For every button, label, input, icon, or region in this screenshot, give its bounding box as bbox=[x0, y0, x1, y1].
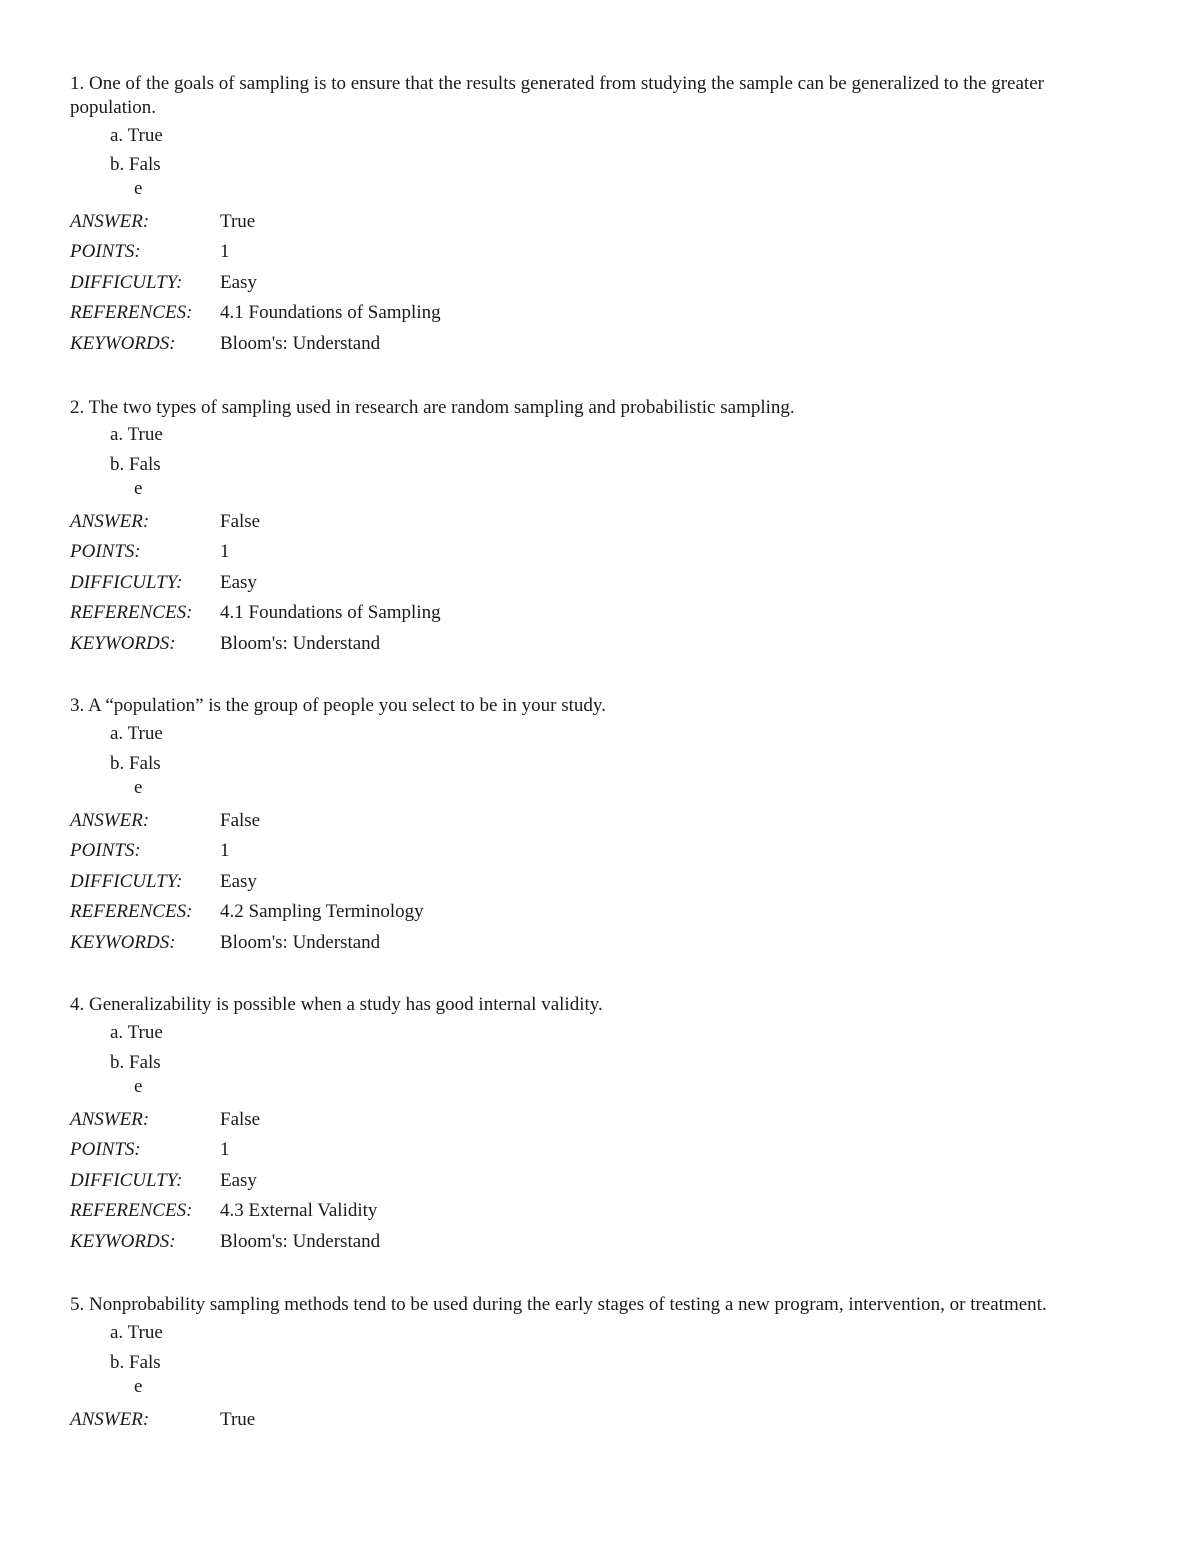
question-stem: 5. Nonprobability sampling methods tend to be used during the early stages of testing a new program, intervention, or treatment. bbox=[70, 1294, 1047, 1315]
difficulty-row bbox=[70, 867, 1132, 897]
references-row bbox=[70, 1196, 1132, 1226]
keywords-value: Bloom's: Understand bbox=[220, 931, 381, 953]
difficulty-label: DIFFICULTY: bbox=[70, 1169, 183, 1191]
choice-false-head: b. Fals bbox=[110, 1052, 161, 1073]
choice-false bbox=[110, 453, 172, 501]
references-value: 4.2 Sampling Terminology bbox=[220, 901, 424, 923]
question-3 bbox=[70, 694, 1132, 958]
points-value: 1 bbox=[220, 241, 230, 263]
choice-false bbox=[110, 752, 172, 800]
answer-row bbox=[70, 1405, 1132, 1435]
keywords-label: KEYWORDS: bbox=[70, 632, 176, 654]
difficulty-row bbox=[70, 1166, 1132, 1196]
answer-row bbox=[70, 806, 1132, 836]
question-stem: 4. Generalizability is possible when a study has good internal validity. bbox=[70, 994, 603, 1015]
references-value: 4.3 External Validity bbox=[220, 1200, 378, 1222]
points-label: POINTS: bbox=[70, 541, 141, 563]
answer-label: ANSWER: bbox=[70, 511, 150, 532]
choice-false-tail: e bbox=[134, 478, 143, 499]
difficulty-value: Easy bbox=[220, 870, 257, 892]
question-5 bbox=[70, 1293, 1132, 1435]
difficulty-label: DIFFICULTY: bbox=[70, 271, 183, 293]
points-value: 1 bbox=[220, 541, 230, 563]
references-label: REFERENCES: bbox=[70, 302, 193, 324]
answer-value: True bbox=[220, 211, 256, 232]
points-label: POINTS: bbox=[70, 1139, 141, 1161]
references-value: 4.1 Foundations of Sampling bbox=[220, 302, 441, 324]
answer-value: False bbox=[220, 511, 261, 532]
choice-false-head: b. Fals bbox=[110, 753, 161, 774]
references-label: REFERENCES: bbox=[70, 1200, 193, 1222]
question-stem: 3. A “population” is the group of people you select to be in your study. bbox=[70, 695, 606, 716]
choice-false bbox=[110, 1351, 172, 1399]
keywords-row bbox=[70, 928, 1132, 958]
references-value: 4.1 Foundations of Sampling bbox=[220, 602, 441, 624]
answer-label: ANSWER: bbox=[70, 211, 150, 232]
answer-value: False bbox=[220, 810, 261, 831]
question-2 bbox=[70, 396, 1132, 659]
difficulty-value: Easy bbox=[220, 571, 257, 593]
keywords-label: KEYWORDS: bbox=[70, 931, 176, 953]
choice-false bbox=[110, 153, 172, 201]
keywords-value: Bloom's: Understand bbox=[220, 332, 381, 354]
choice-false-head: b. Fals bbox=[110, 454, 161, 475]
question-metadata bbox=[70, 1405, 1132, 1435]
references-label: REFERENCES: bbox=[70, 901, 193, 923]
question-metadata bbox=[70, 507, 1132, 659]
references-row bbox=[70, 897, 1132, 927]
points-label: POINTS: bbox=[70, 840, 141, 862]
points-row bbox=[70, 836, 1132, 866]
keywords-row bbox=[70, 1227, 1132, 1257]
choice-true: a. True bbox=[110, 125, 163, 146]
difficulty-label: DIFFICULTY: bbox=[70, 870, 183, 892]
answer-label: ANSWER: bbox=[70, 1409, 150, 1430]
answer-value: False bbox=[220, 1109, 261, 1130]
choice-true: a. True bbox=[110, 424, 163, 445]
choice-false-head: b. Fals bbox=[110, 1352, 161, 1373]
keywords-value: Bloom's: Understand bbox=[220, 632, 381, 654]
answer-row bbox=[70, 207, 1132, 237]
keywords-row bbox=[70, 329, 1132, 359]
points-row bbox=[70, 237, 1132, 267]
difficulty-row bbox=[70, 268, 1132, 298]
question-stem: 1. One of the goals of sampling is to ensure that the results generated from studying the sample can be generalized to the greater population. bbox=[70, 73, 1044, 118]
answer-value: True bbox=[220, 1409, 256, 1430]
choice-false bbox=[110, 1051, 172, 1099]
answer-label: ANSWER: bbox=[70, 1109, 150, 1130]
question-4 bbox=[70, 993, 1132, 1257]
choice-false-tail: e bbox=[134, 1376, 143, 1397]
keywords-value: Bloom's: Understand bbox=[220, 1230, 381, 1252]
keywords-label: KEYWORDS: bbox=[70, 1230, 176, 1252]
question-metadata bbox=[70, 207, 1132, 359]
question-metadata bbox=[70, 806, 1132, 958]
answer-row bbox=[70, 1105, 1132, 1135]
points-row bbox=[70, 1135, 1132, 1165]
choice-true: a. True bbox=[110, 1022, 163, 1043]
choice-true: a. True bbox=[110, 723, 163, 744]
references-row bbox=[70, 298, 1132, 328]
choice-false-tail: e bbox=[134, 178, 143, 199]
points-label: POINTS: bbox=[70, 241, 141, 263]
references-label: REFERENCES: bbox=[70, 602, 193, 624]
points-value: 1 bbox=[220, 1139, 230, 1161]
references-row bbox=[70, 598, 1132, 628]
keywords-row bbox=[70, 629, 1132, 659]
choice-false-head: b. Fals bbox=[110, 154, 161, 175]
points-row bbox=[70, 537, 1132, 567]
difficulty-label: DIFFICULTY: bbox=[70, 571, 183, 593]
question-stem: 2. The two types of sampling used in research are random sampling and probabilistic sampling. bbox=[70, 397, 795, 418]
difficulty-value: Easy bbox=[220, 1169, 257, 1191]
question-metadata bbox=[70, 1105, 1132, 1257]
difficulty-row bbox=[70, 568, 1132, 598]
points-value: 1 bbox=[220, 840, 230, 862]
choice-false-tail: e bbox=[134, 1076, 143, 1097]
question-1 bbox=[70, 72, 1132, 359]
choice-true: a. True bbox=[110, 1322, 163, 1343]
answer-row bbox=[70, 507, 1132, 537]
answer-label: ANSWER: bbox=[70, 810, 150, 831]
keywords-label: KEYWORDS: bbox=[70, 332, 176, 354]
choice-false-tail: e bbox=[134, 777, 143, 798]
difficulty-value: Easy bbox=[220, 271, 257, 293]
